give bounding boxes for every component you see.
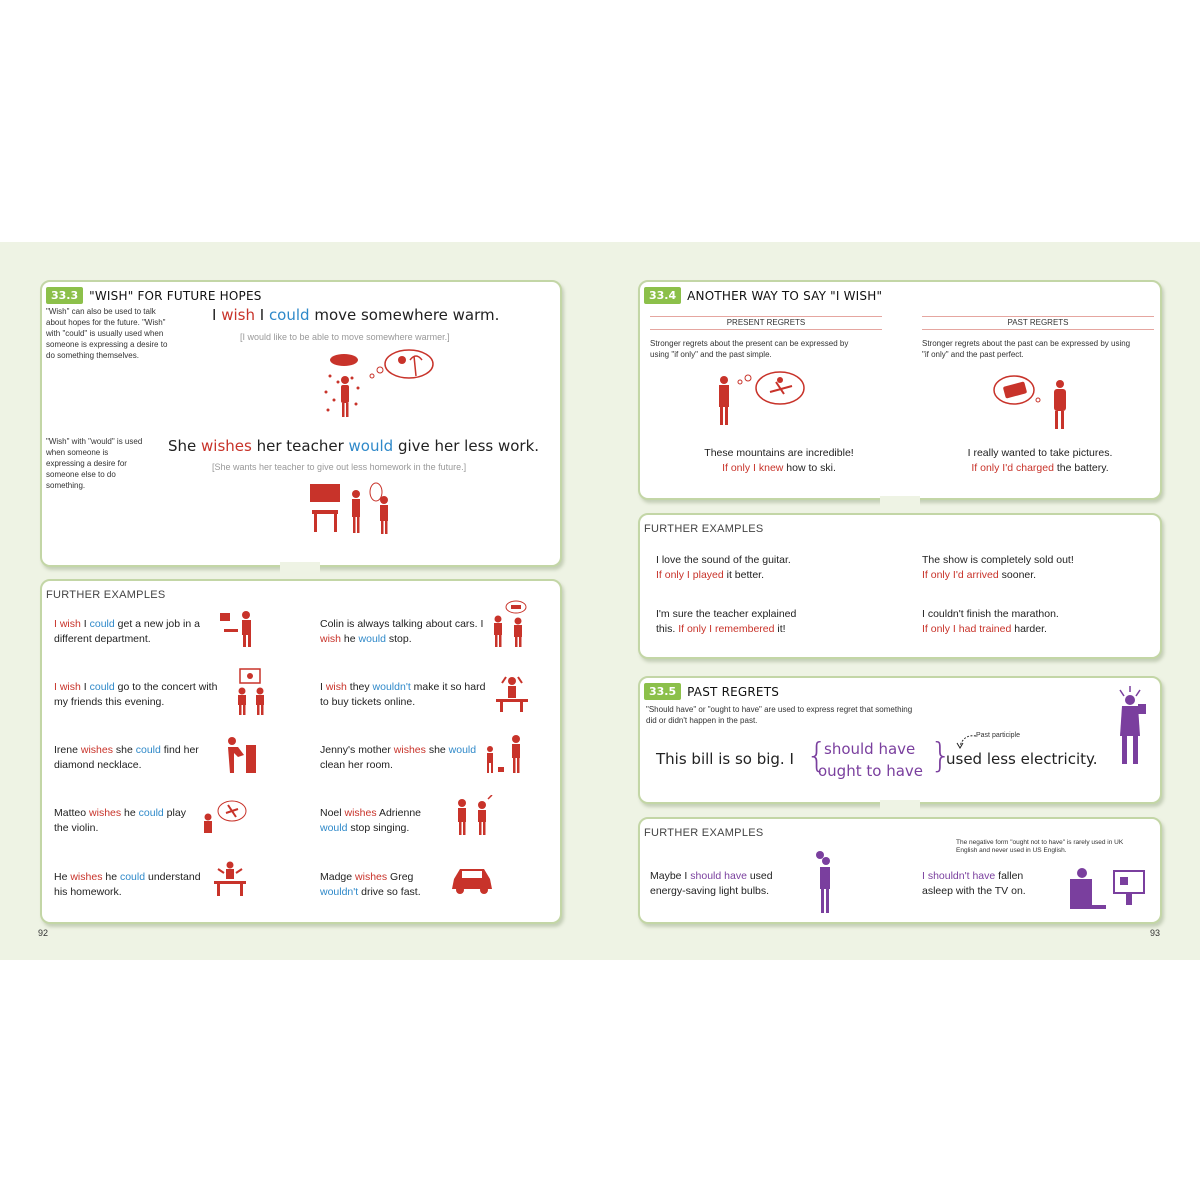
further-example-should-have: Maybe I should have used energy-saving light bulbs. (650, 870, 773, 897)
page-number-left: 92 (38, 928, 49, 938)
example-3: I wish I could go to the concert with my friends this evening. (54, 681, 218, 708)
example-8: Noel wishes Adrienne would stop singing. (320, 807, 421, 834)
section-title: ANOTHER WAY TO SAY "I WISH" (687, 288, 883, 303)
frustrated-computer-icon (492, 673, 532, 713)
book-spread (0, 242, 1200, 960)
section-33-5-card (638, 676, 1162, 804)
concert-friends-icon (234, 667, 272, 717)
past-regrets-heading: PAST REGRETS (922, 316, 1154, 330)
section-title: "WISH" FOR FUTURE HOPES (89, 288, 262, 303)
classroom-icon (308, 480, 398, 538)
camera-dream-icon (990, 374, 1090, 434)
shocked-person-bill-icon (1110, 686, 1150, 768)
further-example-shouldnt-have: I shouldn't have fallen asleep with the TV on. (922, 870, 1026, 897)
light-bulb-person-icon (812, 849, 836, 915)
violin-dream-icon (198, 799, 248, 835)
further-examples-card-right-2 (638, 817, 1162, 924)
ski-dream-icon (710, 370, 810, 430)
option-should-have: should have (824, 740, 916, 758)
example-gloss-1: [I would like to be able to move somewhere warmer.] (240, 332, 450, 342)
people-car-talk-icon (486, 599, 530, 649)
further-examples-card-left (40, 579, 562, 924)
homework-desk-icon (212, 861, 248, 897)
car-driving-icon (450, 865, 494, 895)
example-1: I wish I could get a new job in a different department. (54, 618, 200, 645)
example-4: I wish they wouldn't make it so hard to buy tickets online. (320, 681, 486, 708)
example-sentence-2: She wishes her teacher would give her less work. (168, 437, 540, 455)
example-9: He wishes he could understand his homework. (54, 871, 201, 898)
past-regrets-note: "Should have" or "ought to have" are used to express regret that something did or didn't happen in the past. (646, 705, 913, 725)
section-header (46, 286, 262, 305)
further-examples-heading: FURTHER EXAMPLES (644, 827, 764, 839)
singing-people-icon (452, 795, 496, 837)
section-title: PAST REGRETS (687, 684, 780, 699)
further-example-4: I couldn't finish the marathon. If only I had trained harder. (922, 608, 1059, 635)
close-brace: } (930, 736, 952, 776)
searching-drawer-icon (220, 735, 260, 775)
further-examples-card-right-1 (638, 513, 1162, 659)
regret-sentence-end: used less electricity. (946, 750, 1098, 768)
example-7: Matteo wishes he could play the violin. (54, 807, 186, 834)
usage-note-would: "Wish" with "would" is used when someone is expressing a desire for someone else to do something. (46, 437, 143, 490)
parent-child-icon (478, 733, 528, 775)
pointer-arrow (956, 732, 978, 750)
further-example-3: I'm sure the teacher explained this. If only I remembered it! (656, 608, 797, 635)
section-number: 33.4 (644, 287, 681, 304)
past-participle-label: Past participle (976, 732, 1020, 739)
present-regrets-note: Stronger regrets about the present can be expressed by using "if only" and the past simple. (650, 339, 849, 359)
usage-note-could: "Wish" can also be used to talk about hopes for the future. "Wish" with "could" is usually used when someone is expressing a desire to do something themselves. (46, 307, 168, 360)
negative-form-note: The negative form "ought not to have" is rarely used in UK English and never used in US English. (956, 839, 1124, 854)
section-33-3-card (40, 280, 562, 567)
further-example-1: I love the sound of the guitar. If only I played it better. (656, 554, 791, 581)
past-regrets-note: Stronger regrets about the past can be expressed by using "if only" and the past perfect. (922, 339, 1131, 359)
example-10: Madge wishes Greg wouldn't drive so fast. (320, 871, 421, 898)
sleeping-tv-icon (1068, 859, 1148, 911)
section-33-4-card (638, 280, 1162, 500)
example-2: Colin is always talking about cars. I wish he would stop. (320, 618, 484, 645)
further-examples-heading: FURTHER EXAMPLES (46, 589, 166, 601)
section-header (644, 682, 779, 701)
option-ought-to-have: ought to have (818, 762, 923, 780)
section-number: 33.5 (644, 683, 681, 700)
open-brace: { (806, 736, 828, 776)
further-examples-heading: FURTHER EXAMPLES (644, 523, 764, 535)
section-number: 33.3 (46, 287, 83, 304)
example-sentence-1: I wish I could move somewhere warm. (212, 306, 500, 324)
present-regret-example: These mountains are incredible! If only I knew how to ski. (704, 447, 854, 474)
page-number-right: 93 (1150, 928, 1161, 938)
present-regrets-heading: PRESENT REGRETS (650, 316, 882, 330)
rain-dreaming-icon (312, 348, 452, 428)
regret-sentence-start: This bill is so big. I (656, 750, 794, 768)
example-6: Jenny's mother wishes she would clean her room. (320, 744, 477, 771)
further-example-2: The show is completely sold out! If only I'd arrived sooner. (922, 554, 1074, 581)
example-gloss-2: [She wants her teacher to give out less homework in the future.] (212, 462, 467, 472)
office-worker-icon (218, 609, 258, 649)
example-5: Irene wishes she could find her diamond necklace. (54, 744, 199, 771)
past-regret-example: I really wanted to take pictures. If only I'd charged the battery. (967, 447, 1113, 474)
section-header (644, 286, 882, 305)
